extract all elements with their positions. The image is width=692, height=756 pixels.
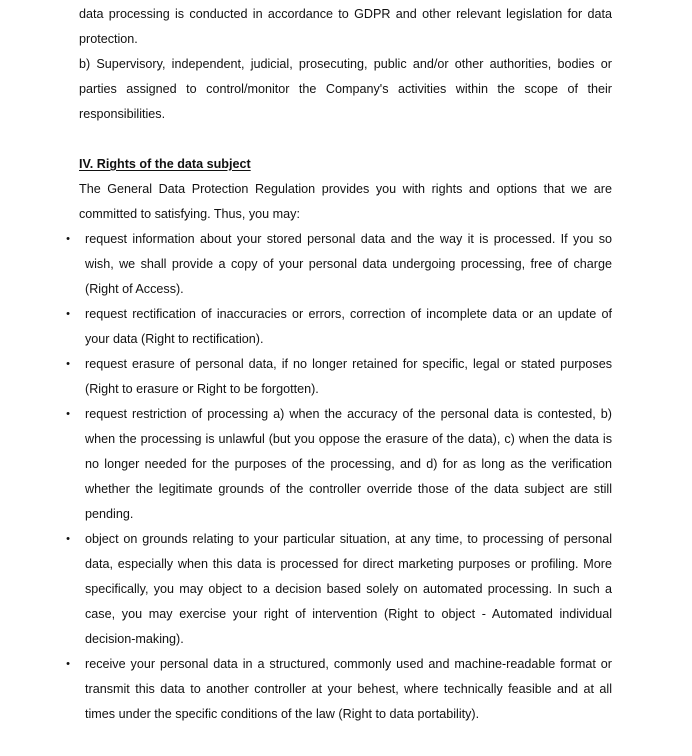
list-item xyxy=(66,302,612,352)
list-item-text: receive your personal data in a structured, commonly used and machine-readable format or transmit this data to another controller at your behest, where technically feasible and at all times under the specific conditions of the law (Right to data portability). xyxy=(85,657,612,721)
list-item-text: request restriction of processing a) when the accuracy of the personal data is contested, b) when the processing is unlawful (but you oppose the erasure of the data), c) when the data is no longer needed for the purposes of the processing, and d) for as long as the verification whether the legitimate grounds of the controller override those of the data subject are still pending. xyxy=(85,407,612,521)
list-item xyxy=(66,527,612,652)
section-intro: The General Data Protection Regulation provides you with rights and options that we are committed to satisfying. Thus, you may: xyxy=(79,182,612,221)
bullet-icon: • xyxy=(66,358,70,370)
list-item-text: request erasure of personal data, if no longer retained for specific, legal or stated purposes (Right to erasure or Right to be forgotten). xyxy=(85,357,612,396)
bullet-icon: • xyxy=(66,233,70,245)
list-item-text: request rectification of inaccuracies or errors, correction of incomplete data or an update of your data (Right to rectification). xyxy=(85,307,612,346)
bullet-icon: • xyxy=(66,308,70,320)
continuation-paragraph: data processing is conducted in accordance to GDPR and other relevant legislation for data protection. xyxy=(79,7,612,46)
section-heading: IV. Rights of the data subject xyxy=(79,157,251,171)
bullet-icon: • xyxy=(66,533,70,545)
list-item xyxy=(66,227,612,302)
list-item-text: object on grounds relating to your particular situation, at any time, to processing of personal data, especially when this data is processed for direct marketing purposes or profiling. More specifically, you may object to a decision based solely on automated processing. In such a case, you may exercise your right of intervention (Right to object - Automated individual decision-making). xyxy=(85,532,612,646)
recipients-item-b: b) Supervisory, independent, judicial, prosecuting, public and/or other authorities, bodies or parties assigned to control/monitor the Company's activities within the scope of their responsibilities. xyxy=(79,57,612,121)
bullet-icon: • xyxy=(66,408,70,420)
bullet-icon: • xyxy=(66,658,70,670)
rights-list xyxy=(66,227,612,727)
paragraph-spacer xyxy=(79,127,612,152)
list-item xyxy=(66,352,612,402)
document-page xyxy=(66,2,612,727)
list-item xyxy=(66,652,612,727)
list-item xyxy=(66,402,612,527)
list-item-text: request information about your stored personal data and the way it is processed. If you so wish, we shall provide a copy of your personal data undergoing processing, free of charge (Right of Access). xyxy=(85,232,612,296)
